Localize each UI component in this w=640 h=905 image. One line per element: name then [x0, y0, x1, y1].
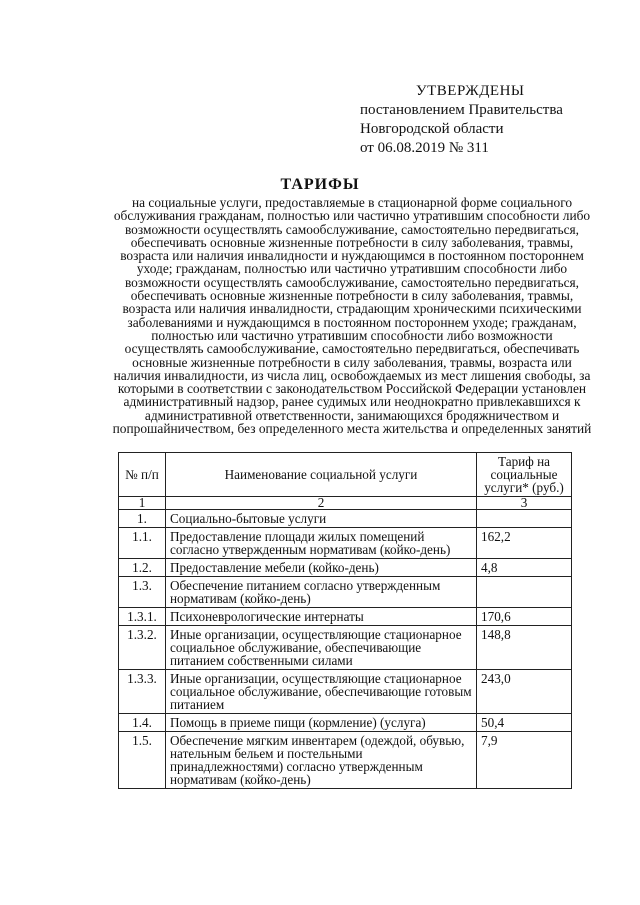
row-tariff: 243,0 — [477, 670, 572, 714]
row-number: 1.5. — [119, 732, 166, 789]
row-service-name: Обеспечение питанием согласно утвержденным нормативам (койко-день) — [166, 577, 477, 608]
row-number: 1.3.3. — [119, 670, 166, 714]
table-column-numbers-row — [119, 497, 572, 510]
table-row — [119, 714, 572, 732]
row-service-name: Социально-бытовые услуги — [166, 510, 477, 528]
row-service-name: Иные организации, осуществляющие стационарное социальное обслуживание, обеспечивающие готовым питанием — [166, 670, 477, 714]
row-service-name: Обеспечение мягким инвентарем (одеждой, обувью, нательным бельем и постельными принадлежностями) согласно утвержденным нормативам (койко-день) — [166, 732, 477, 789]
approval-line-1: постановлением Правительства — [360, 102, 563, 118]
row-service-name: Предоставление мебели (койко-день) — [166, 559, 477, 577]
header-tariff: Тариф на социальные услуги* (руб.) — [477, 453, 572, 497]
row-number: 1.4. — [119, 714, 166, 732]
table-header-row — [119, 453, 572, 497]
row-tariff: 50,4 — [477, 714, 572, 732]
header-number: № п/п — [119, 453, 166, 497]
table-row — [119, 670, 572, 714]
row-number: 1. — [119, 510, 166, 528]
row-tariff: 7,9 — [477, 732, 572, 789]
table-row — [119, 577, 572, 608]
row-number: 1.2. — [119, 559, 166, 577]
row-tariff — [477, 510, 572, 528]
header-service-name: Наименование социальной услуги — [166, 453, 477, 497]
row-service-name: Психоневрологические интернаты — [166, 608, 477, 626]
approval-block — [360, 82, 563, 158]
row-service-name: Предоставление площади жилых помещений согласно утвержденным нормативам (койко-день) — [166, 528, 477, 559]
row-number: 1.3.1. — [119, 608, 166, 626]
row-number: 1.3. — [119, 577, 166, 608]
row-tariff: 4,8 — [477, 559, 572, 577]
column-number-2: 2 — [166, 497, 477, 510]
approval-title: УТВЕРЖДЕНЫ — [416, 83, 525, 99]
document-title: ТАРИФЫ — [280, 176, 360, 193]
column-number-3: 3 — [477, 497, 572, 510]
row-tariff: 170,6 — [477, 608, 572, 626]
table-row — [119, 510, 572, 528]
table-row — [119, 528, 572, 559]
table-row — [119, 732, 572, 789]
row-number: 1.3.2. — [119, 626, 166, 670]
table-row — [119, 608, 572, 626]
row-service-name: Помощь в приеме пищи (кормление) (услуга) — [166, 714, 477, 732]
row-tariff — [477, 577, 572, 608]
column-number-1: 1 — [119, 497, 166, 510]
document-description: на социальные услуги, предоставляемые в стационарной форме социального обслуживания гражданам, полностью или частично утратившим способности либо возможности осуществлять самообслуживание, самостоятельно передвигаться, обеспечивать основные жизненные потребности в силу заболевания, травмы, возраста или наличия инвалидности и нуждающимся в постоянном постороннем уходе; гражданам, полностью или частично утратившим способности либо возможности осуществлять самообслуживание, самостоятельно передвигаться, обеспечивать основные жизненные потребности в силу заболевания, травмы, возраста или наличия инвалидности, страдающим хроническими психическими заболеваниями и нуждающимся в постоянном постороннем уходе; гражданам, полностью или частично утратившим способности либо возможности осуществлять самообслуживание, самостоятельно передвигаться, обеспечивать основные жизненные потребности в силу заболевания, травмы, возраста или наличия инвалидности, из числа лиц, освобождаемых из мест лишения свободы, за которыми в соответствии с законодательством Российской Федерации установлен административный надзор, ранее судимых или неоднократно привлекавшихся к административной ответственности, занимающихся бродяжничеством и попрошайничеством, без определенного места жительства и определенных занятий — [112, 195, 592, 437]
approval-line-3: от 06.08.2019 № 311 — [360, 140, 489, 156]
row-service-name: Иные организации, осуществляющие стационарное социальное обслуживание, обеспечивающие питанием собственными силами — [166, 626, 477, 670]
table-row — [119, 626, 572, 670]
table-row — [119, 559, 572, 577]
approval-line-2: Новгородской области — [360, 121, 504, 137]
row-tariff: 162,2 — [477, 528, 572, 559]
tariff-table — [118, 452, 572, 789]
row-tariff: 148,8 — [477, 626, 572, 670]
row-number: 1.1. — [119, 528, 166, 559]
